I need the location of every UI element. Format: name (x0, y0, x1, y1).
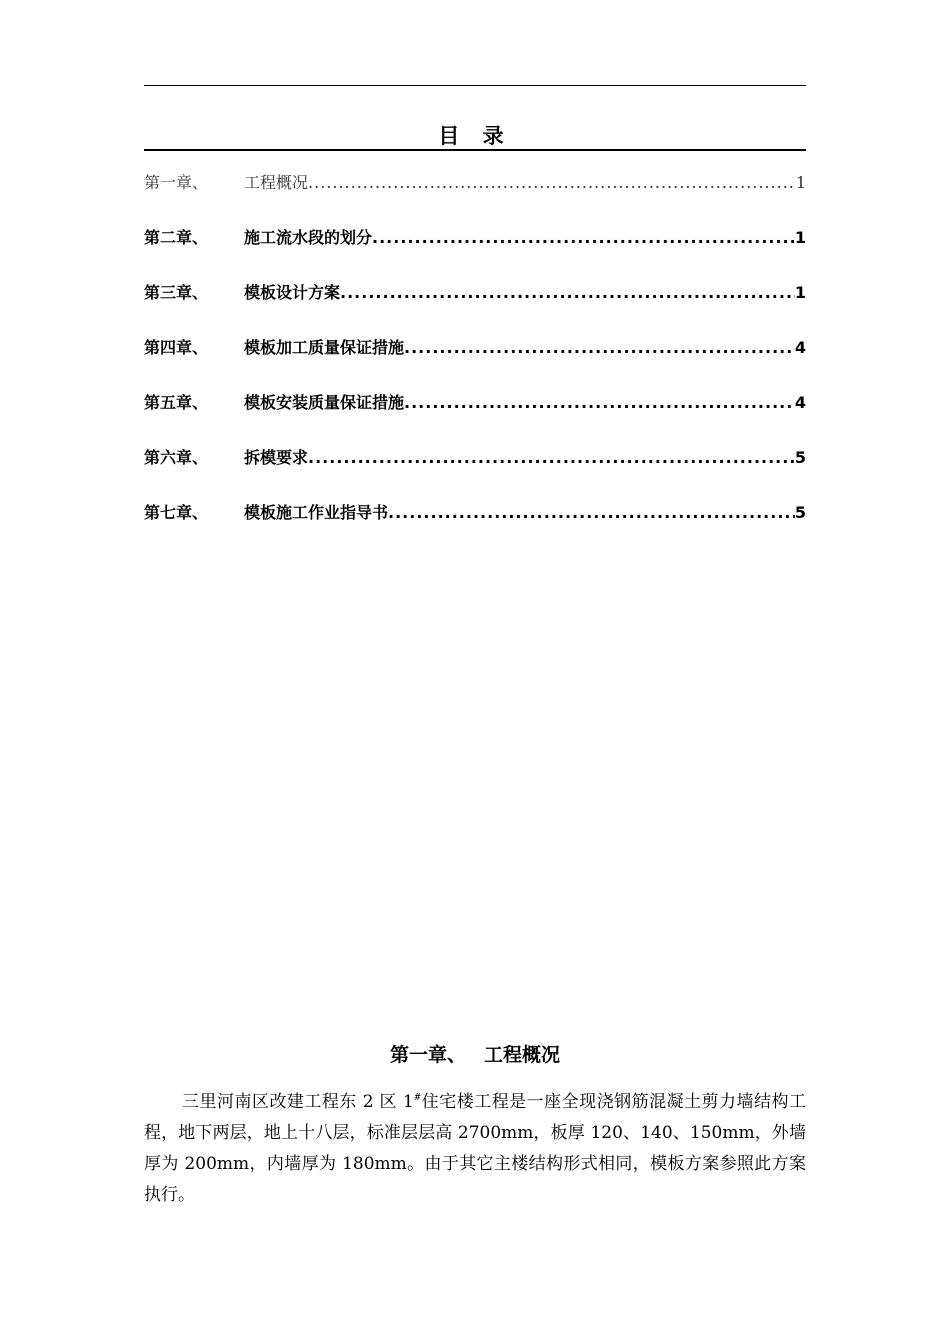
toc-entry-title: 模板加工质量保证措施 (244, 338, 405, 357)
toc-leader-dots (308, 173, 796, 192)
chapter-title: 工程概况 (484, 1044, 561, 1066)
paragraph-text-rest: 住宅楼工程是一座全现浇钢筋混凝土剪力墙结构工程，地下两层，地上十八层，标准层层高 2700mm，板厚 120、140、150mm，外墙厚为 200mm，内墙厚为 180mm。由于其它主楼结构形式相同，模板方案参照此方案执行。 (144, 1092, 807, 1205)
header-rule (144, 85, 806, 86)
table-of-contents (144, 170, 806, 555)
toc-leader-dots (404, 338, 795, 357)
body-paragraph (144, 1083, 806, 1211)
toc-entry-1[interactable] (144, 170, 806, 225)
chapter-number: 第一章、 (389, 1044, 466, 1066)
toc-leader-dots (372, 228, 795, 247)
toc-entry-number: 第一章、 (144, 173, 209, 192)
toc-leader-dots (340, 283, 795, 302)
toc-entry-number: 第四章、 (144, 338, 209, 357)
toc-entry-4[interactable] (144, 335, 806, 390)
toc-entry-7[interactable] (144, 500, 806, 555)
toc-entry-page: 4 (794, 393, 806, 412)
toc-entry-title: 工程概况 (244, 173, 309, 192)
toc-entry-page: 4 (794, 338, 806, 357)
toc-leader-dots (404, 393, 795, 412)
toc-entry-title: 拆模要求 (244, 448, 309, 467)
toc-entry-page: 1 (795, 173, 806, 192)
toc-entry-number: 第六章、 (144, 448, 209, 467)
toc-entry-page: 5 (794, 503, 806, 522)
toc-entry-title: 施工流水段的划分 (244, 228, 373, 247)
toc-entry-5[interactable] (144, 390, 806, 445)
toc-entry-title: 模板安装质量保证措施 (244, 393, 405, 412)
toc-leader-dots (308, 448, 795, 467)
toc-entry-page: 1 (794, 228, 806, 247)
toc-entry-title: 模板施工作业指导书 (244, 503, 389, 522)
toc-title: 目 录 (438, 124, 512, 148)
toc-entry-page: 5 (794, 448, 806, 467)
toc-entry-title: 模板设计方案 (244, 283, 341, 302)
toc-entry-number: 第二章、 (144, 228, 209, 247)
toc-entry-2[interactable] (144, 225, 806, 280)
toc-title-rule (144, 149, 806, 151)
building-number-mark: # (413, 1093, 422, 1103)
chapter-heading (144, 1040, 806, 1067)
toc-leader-dots (388, 503, 795, 522)
toc-entry-number: 第七章、 (144, 503, 209, 522)
toc-entry-6[interactable] (144, 445, 806, 500)
toc-entry-page: 1 (794, 283, 806, 302)
toc-entry-number: 第三章、 (144, 283, 209, 302)
toc-entry-3[interactable] (144, 280, 806, 335)
toc-entry-number: 第五章、 (144, 393, 209, 412)
paragraph-text-start: 三里河南区改建工程东 2 区 1 (182, 1092, 414, 1112)
